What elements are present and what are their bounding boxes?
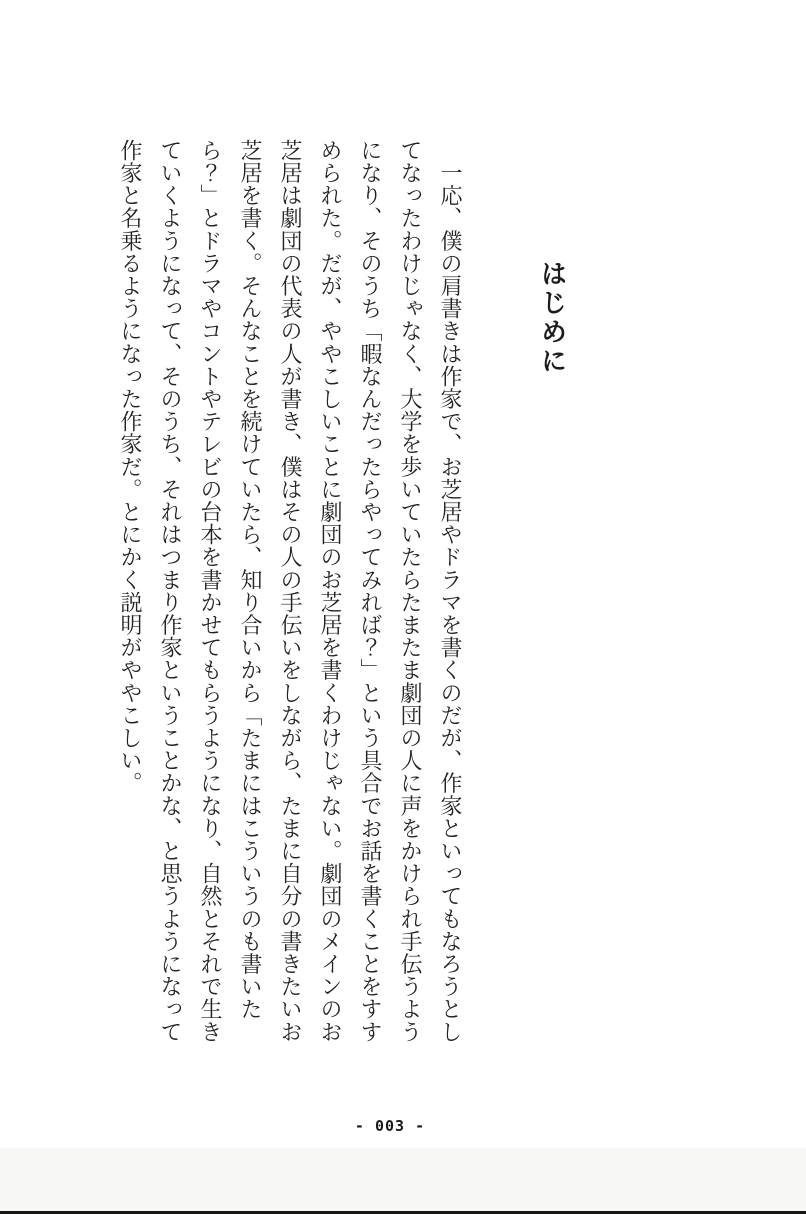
body-column: められた。だが、ややこしいことに劇団のお芝居を書くわけじゃない。劇団のメインのお [317,139,342,1043]
body-column: 芝居を書く。そんなことを続けていたら、知り合いから「たまにはこういうのも書いた [237,139,262,1021]
body-column: 一応、僕の肩書きは作家で、お芝居やドラマを書くのだが、作家といってもなろうとし [437,139,462,1043]
body-column: 芝居は劇団の代表の人が書き、僕はその人の手伝いをしながら、たまに自分の書きたいお [277,139,302,1043]
page-title: はじめに [536,260,567,376]
body-text [109,139,469,1051]
body-column: 作家と名乗るようになった作家だ。とにかく説明がややこしい。 [117,139,142,795]
body-column: ら？」とドラマやコントやテレビの台本を書かせてもらうようになり、自然とそれで生き [197,139,222,1043]
page-number: - 003 - [354,1117,426,1135]
body-column: てなったわけじゃなく、大学を歩いていたらたまたま劇団の人に声をかけられ手伝うよう [397,139,422,1043]
footer-strip [0,1148,806,1211]
body-column: になり、そのうち「暇なんだったらやってみれば？」という具合でお話を書くことをすす [357,139,382,1043]
body-column: ていくようになって、そのうち、それはつまり作家ということかな、と思うようになって [157,139,182,1043]
